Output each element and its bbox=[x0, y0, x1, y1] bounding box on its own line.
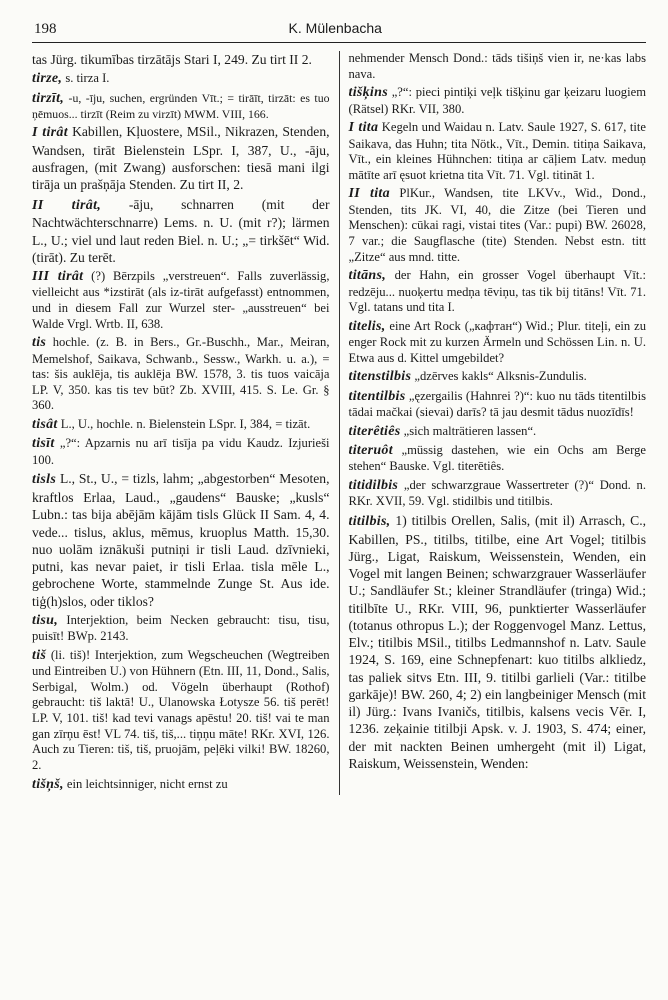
entry-text: s. tirza I. bbox=[65, 71, 110, 86]
dictionary-entry bbox=[32, 435, 330, 468]
entry-headword: tišņš, bbox=[32, 776, 64, 792]
entry-headword: titidilbis bbox=[348, 477, 399, 493]
entry-text: -u, -īju, suchen, ergründen Vīt.; = tirāīt, tirzāt: es tuo ņēmuos... tirzīt (Reim zu virzīt) MWM. VIII, 166. bbox=[32, 90, 330, 121]
entry-headword: titeruôt bbox=[348, 443, 393, 459]
entry-headword: tisât bbox=[32, 417, 58, 433]
entry-headword: tisīt bbox=[32, 436, 55, 452]
entry-text: „?“: pieci pintiķi veļk tišķinu gar ķeizaru luogiem (Rätsel) RKr. VII, 380. bbox=[348, 85, 646, 116]
entry-headword: tirzīt, bbox=[32, 90, 65, 106]
entry-text: „sich malträtieren lassen“. bbox=[403, 423, 537, 438]
entry-headword: titāns, bbox=[348, 268, 387, 284]
dictionary-entry bbox=[32, 70, 330, 87]
entry-headword: III tirât bbox=[32, 269, 84, 285]
right-column bbox=[339, 51, 647, 795]
entry-text: ein leichtsinniger, nicht ernst zu bbox=[66, 776, 228, 791]
dictionary-entry bbox=[349, 512, 647, 772]
dictionary-entry bbox=[349, 368, 647, 385]
entry-text: „?“: Apzarnis nu arī tisīja pa vidu Kaudz. Izjurieši 100. bbox=[32, 436, 330, 467]
entry-text: „der schwarzgraue Wassertreter (?)“ Dond. n. RKr. XVII, 59. Vgl. stidilbis und titilbis. bbox=[348, 477, 646, 509]
entry-text: „ęzergailis (Hahnrei ?)“: kuo nu tāds titentilbis tādai mačkai (sievai) darīs? tā jau desmit tādus nuozīdīs! bbox=[348, 388, 646, 420]
text-columns bbox=[32, 51, 646, 795]
entry-headword: titenstilbis bbox=[348, 369, 412, 385]
entry-headword: tišķins bbox=[348, 85, 388, 101]
entry-text: Interjektion, beim Necken gebraucht: tisu, tisu, puisīt! BWp. 2143. bbox=[32, 612, 330, 644]
entry-text: L., U., hochle. n. Bielenstein LSpr. I, 384, = tizāt. bbox=[60, 417, 311, 432]
dictionary-entry bbox=[32, 123, 330, 194]
entry-headword: I tirât bbox=[32, 125, 68, 141]
dictionary-entry bbox=[32, 196, 330, 267]
entry-text: 1) titilbis Orellen, Salis, (mit il) Arrasch, C., Kabillen, PS., titilbs, titilbe, eine Art Vogel; titilbis Jürg., Ligat, Raiskum, Weissenstein, Wenden, ein Vogel mit langen Beinen; schwarzgrauer Wasserläufer U.; Sandläufer St.; kleiner Strandläufer (tringa) Wid.; titilbīte U., RKr. VIII, 96, punktierter Wasserläufer (totanus othropus L.); der Roggenvogel Manz. Lettus, Elv.; titilbis MSil., titilbs Ledmannshof n. Latv. Saule 1924, S. 169, eine Schnepfenart: kuo titilbs alkliedz, tas paliek sitvs Etn. III, 9. titilbi garlieli (Var.: titilbe garkāje)! BW. 260, 4; 2) ein langbeiniger Mensch (mit il) Jürg.: Ivans Ivaničs, titilbis, kalsens vecis Vēr. I, 1236. zeķainie titilbji Apsk. v. J. 1903, S. 474; einer, der mit nackten Beinen umhergeht (mit il) Ligat, Raiskum, Weissenstein, Wenden: bbox=[348, 512, 646, 771]
page-header bbox=[32, 20, 646, 42]
dictionary-entry bbox=[349, 84, 647, 117]
entry-text: „dzērves kakls“ Alksnis-Zundulis. bbox=[414, 369, 587, 384]
dictionary-entry bbox=[32, 470, 330, 610]
entry-headword: titerêtiês bbox=[348, 423, 401, 439]
entry-text: der Hahn, ein grosser Vogel überhaupt Vīt.: redzēju... nuoķertu medņa tēviņu, tas tik bij titāns! Vīt. 71. Vgl. tatans und tita I. bbox=[348, 268, 646, 315]
entry-headword: titilbis, bbox=[348, 513, 391, 529]
entry-text: -āju, schnarren (mit der Nachtwächterschnarre) Lems. n. U. (mit r?); lärmen L., U.; viel und laut reden Biel. n. U.; „= tirkšēt“ Wid. (tirāt). Zu terēt. bbox=[32, 196, 330, 265]
dictionary-entry bbox=[32, 51, 330, 68]
entry-headword: tisls bbox=[32, 472, 57, 488]
dictionary-entry bbox=[32, 776, 330, 793]
dictionary-entry bbox=[349, 388, 647, 421]
running-head: K. Mülenbacha bbox=[288, 20, 382, 36]
dictionary-entry bbox=[349, 477, 647, 510]
dictionary-entry bbox=[32, 416, 330, 433]
dictionary-entry bbox=[349, 119, 647, 183]
entry-text: hochle. (z. B. in Bers., Gr.-Buschh., Mar., Meiran, Memelshof, Saikava, Schwanb., Sessw., Warkh. u. a.), = tas: šis auklēja, tis auklēja BW. 1578, 3. tis tuos vaicāja LP. V, 350. kas tis tev būt? Zb. XVIII, 415. S. Le. Gr. § 360. bbox=[32, 335, 330, 413]
entry-text: (?) Bērzpils „verstreuen“. Falls zuverlässig, vielleicht aus *izstirāt (als iz-tirāt aufgefasst) entnommen, und in diesem Fall zur Wurzel ster- „ausstreuen“ bei Walde Vrgl. Wrtb. II, 638. bbox=[32, 269, 330, 331]
entry-headword: II tirât, bbox=[32, 197, 102, 213]
entry-text: PlKur., Wandsen, tite LKVv., Wid., Dond., Stenden, tits JK. VI, 40, die Zitze (bei Tieren und Menschen): cūkai ragi, vistai tites (Var.: pupi) BW. 26028, 7 var.; die Saugflasche (tite) Stenden. Nebst estn. titt „Zitze“ aus mnd. titte. bbox=[348, 186, 646, 264]
dictionary-entry bbox=[349, 423, 647, 440]
entry-headword: titelis, bbox=[348, 318, 386, 334]
left-column bbox=[32, 51, 339, 795]
entry-text: eine Art Rock („кафтан“) Wid.; Plur. titeļi, ein zu enger Rock mit zu kurzen Ärmeln und Schössen Lin. n. U. Etwa aus d. Kittel umgebildet? bbox=[348, 318, 646, 365]
dictionary-entry bbox=[349, 267, 647, 316]
entry-text: Kabillen, Kļuostere, MSil., Nikrazen, Stenden, Wandsen, tirāt Bielenstein LSpr. I, 387, U., -āju, ausfragen, (mit Zwang) ausforschen: tiesā mani ilgi tirāja un prašņāja Stenden. Zu tirt II, 2. bbox=[32, 124, 330, 193]
entry-text: tas Jürg. tikumības tirzātājs Stari I, 249. Zu tirt II 2. bbox=[32, 52, 312, 67]
entry-headword: tisu, bbox=[32, 612, 59, 628]
dictionary-entry bbox=[32, 334, 330, 414]
entry-headword: tiš bbox=[32, 647, 47, 663]
entry-headword: tis bbox=[32, 335, 47, 351]
dictionary-entry bbox=[349, 318, 647, 367]
entry-text: „müssig dastehen, wie ein Ochs am Berge stehen“ Bauske. Vgl. titerētiês. bbox=[348, 443, 646, 474]
dictionary-entry bbox=[32, 647, 330, 774]
dictionary-entry bbox=[349, 442, 647, 475]
dictionary-entry bbox=[32, 612, 330, 645]
page-number: 198 bbox=[34, 21, 57, 37]
entry-headword: II tita bbox=[348, 186, 390, 202]
entry-text: (li. tiš)! Interjektion, zum Wegscheuchen (Wegtreiben und Eintreiben U.) von Hühnern (Etn. III, 11, Dond., Salis, Serbigal, Wolm.) od. Vögeln überhaupt (Rothof) gebraucht: tiš laktā! U., Ulanowska Łotysze 56. tiš perēt! LP. V, 101. tiš! kad tevi vanags apēstu! 20. tiš! vai te man gan zīrņu ēst! VL 74. tiš, tiš,... tiņņu māte! RKr. XVI, 126. Auch zu Tieren: tiš, tiš, pruojām, peļēki vilki! BW. 18260, 2. bbox=[32, 647, 330, 772]
entry-text: L., St., U., = tizls, lahm; „abgestorben“ Mesoten, kraftlos Erlaa, Laud., „gaudens“ Bauske; „kusls“ Lubn.: tas bija abējām kājām tisls Glück II Sam. 4, 4. vede... tislus, aklus, mēmus, kruoplus Matth. 15,30. nuo uolām iznākuši putniņi ir tisli Laud. dzīvnieki, putni, kas nevar paiet, ir tisli Erlaa. tisla mēle L., gebrochene Worte, stammelnde Zunge St. Aus ide. tiģ(h)slos, oder tiklos? bbox=[32, 471, 330, 609]
dictionary-entry bbox=[32, 268, 330, 332]
entry-text: Kegeln und Waidau n. Latv. Saule 1927, S. 617, tite Saikava, das Huhn; tita Nötk., Vīt., Demin. titiņa Saikava, Vīt., ein kleines Hühnchen: titiņa ar cāļiem Latv. meduņ mātīte arī ęsuot krietna tita Vīt. 71. Vgl. titināt 1. bbox=[348, 120, 646, 182]
dictionary-entry bbox=[349, 51, 647, 82]
entry-headword: titentilbis bbox=[348, 388, 406, 404]
dictionary-entry bbox=[349, 185, 647, 265]
entry-text: nehmender Mensch Dond.: tāds tišiņš vien ir, ne·kas labs nava. bbox=[348, 51, 646, 81]
header-rule bbox=[32, 42, 646, 43]
entry-headword: tirze, bbox=[32, 71, 63, 87]
dictionary-entry bbox=[32, 90, 330, 121]
entry-headword: I tita bbox=[348, 120, 379, 136]
